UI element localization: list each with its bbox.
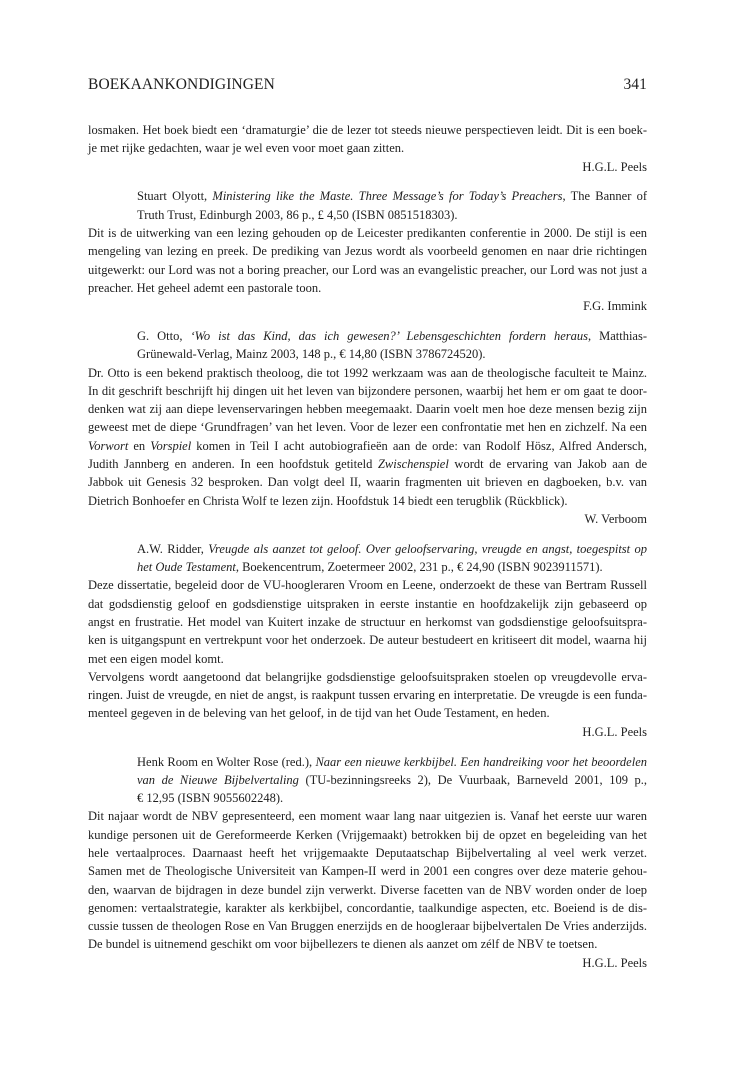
text-segment: Samen met de Theologische Universiteit van Kampen-II werd in 2001 een congres over deze materie gehou- xyxy=(88,864,647,879)
review-text-line xyxy=(88,382,647,400)
text-segment: Deze dissertatie, begeleid door de VU-hoogleraren Vroom en Leene, onderzoekt de these van Bertram Russell xyxy=(88,578,647,593)
text-segment: Dr. Otto is een bekend praktisch theoloog, die tot 1992 werkzaam was aan de theologische faculteit te Mainz. xyxy=(88,365,647,380)
text-segment: Grünewald-Verlag, Mainz 2003, 148 p., € 14,80 (ISBN 3786724520). xyxy=(137,347,486,362)
italic-title-text: ‘Wo ist das Kind, das ich gewesen?’ Lebensgeschichten fordern heraus xyxy=(190,328,588,343)
text-segment: dat godsdienstig geloof en godsdienstige uitspraken in eerste instantie en hoofdzakelijk zijn gebaseerd op xyxy=(88,596,647,611)
review-text-line xyxy=(88,242,647,260)
review-text-line xyxy=(88,437,647,455)
italic-title-text: het Oude Testament xyxy=(137,560,236,575)
text-segment: den, waarvan de bijdragen in deze bundel zijn verwerkt. Diverse facetten van de NBV worden onder de loep xyxy=(88,882,647,897)
text-segment: F.G. Immink xyxy=(583,299,647,314)
review-text-line xyxy=(88,576,647,594)
review-text-line xyxy=(88,631,647,649)
entry-gap xyxy=(88,528,647,540)
text-segment: , Matthias- xyxy=(587,328,647,343)
review-text-line xyxy=(88,595,647,613)
text-segment: Jabbok uit Genesis 32 besproken. Dan volgt deel II, waarin fragmenten uit brieven en dagboeken, b.v. van xyxy=(88,475,647,490)
book-review-entry xyxy=(88,540,647,741)
text-segment: (TU-bezinningsreeks 2), De Vuurbaak, Barneveld 2001, 109 p., xyxy=(298,772,647,787)
review-text-line xyxy=(88,473,647,491)
citation-line xyxy=(88,540,647,558)
book-review-entry xyxy=(88,753,647,973)
text-segment: menteel gegeven in de beleving van het geloof, in de tijd van het Oude Testament, en heden. xyxy=(88,706,550,721)
text-segment: ringen. Juist de vreugde, en niet de angst, is raakpunt tussen ervaring en interpretatie. De vreugde is een funda- xyxy=(88,688,647,703)
review-text-line xyxy=(88,139,647,157)
text-segment: losmaken. Het boek biedt een ‘dramaturgie’ die de lezer tot steeds nieuwe perspectieven leidt. Dit is een boek- xyxy=(88,123,647,137)
review-continuation xyxy=(88,121,647,176)
citation-line xyxy=(88,789,647,807)
citation-line xyxy=(88,187,647,205)
review-text-line xyxy=(88,899,647,917)
text-segment: Dit is de uitwerking van een lezing gehouden op de Leicester predikanten conferentie in 2000. De stijl is een xyxy=(88,225,647,240)
italic-title-text: Vorspiel xyxy=(150,438,192,453)
text-segment: kundige personen uit de Gereformeerde Kerken (Vrijgemaakt) betrokken bij de opzet en begeleiding van het xyxy=(88,827,647,842)
text-segment: G. Otto, xyxy=(137,328,191,343)
text-segment: , Boekencentrum, Zoetermeer 2002, 231 p., € 24,90 (ISBN 9023911571). xyxy=(235,560,603,575)
text-segment: Truth Trust, Edinburgh 2003, 86 p., £ 4,50 (ISBN 0851518303). xyxy=(137,207,458,222)
text-segment: genomen: vertaalstrategie, karakter als kerkbijbel, concordantie, taalkundige aspecten, etc. Boeiend is de dis- xyxy=(88,900,647,915)
book-review-entry xyxy=(88,327,647,528)
review-text-line xyxy=(88,917,647,935)
review-text-line xyxy=(88,224,647,242)
reviewer-signature xyxy=(88,954,647,972)
review-text-line xyxy=(88,279,647,297)
text-segment: Judith Jannberg en anderen. In een hoofdstuk getiteld xyxy=(88,457,378,472)
text-segment: W. Verboom xyxy=(584,511,647,526)
review-text-line xyxy=(88,844,647,862)
text-segment: Dit najaar wordt de NBV gepresenteerd, een moment waar lang naar uitgezien is. Vanaf het eerste uur waren xyxy=(88,809,647,824)
review-text-line xyxy=(88,935,647,953)
citation-line xyxy=(88,345,647,363)
citation-line xyxy=(88,327,647,345)
book-review-entry xyxy=(88,187,647,315)
text-segment: denken wat zij aan diepe levenservaringen hebben meegemaakt. Daarin voelt men hoe deze mensen bezig zijn xyxy=(88,402,647,417)
text-segment: je met rijke gedachten, waar je wel even voor moet gaan zitten. xyxy=(88,141,405,156)
review-text-line xyxy=(88,261,647,279)
review-text-line xyxy=(88,455,647,473)
text-segment: Henk Room en Wolter Rose (red.), xyxy=(137,754,316,769)
book-announcements xyxy=(88,121,647,972)
citation-line xyxy=(88,771,647,789)
text-segment: H.G.L. Peels xyxy=(582,724,647,739)
citation-line xyxy=(88,558,647,576)
text-segment: geweest met de diepe ‘Grundfragen’ van het leven. Voor de lezer een confrontatie met hen en zichzelf. Na een xyxy=(88,420,647,435)
text-segment: Stuart Olyott, xyxy=(137,189,213,204)
entry-gap xyxy=(88,315,647,327)
review-text-line xyxy=(88,613,647,631)
text-segment: H.G.L. Peels xyxy=(582,955,647,970)
text-segment: , The Banner of xyxy=(562,189,648,204)
italic-title-text: Ministering like the Maste. Three Message’s for Today’s Preachers xyxy=(212,189,563,204)
text-segment: Dietrich Bonhoefer en Christa Wolf te lezen zijn. Hoofdstuk 14 biedt een terugblik (Rückblick). xyxy=(88,493,568,508)
text-segment: komen in Teil I acht autobiografieën aan de orde: van Rodolf Hösz, Alfred Andersch, xyxy=(191,438,647,453)
review-text-line xyxy=(88,881,647,899)
italic-title-text: Vreugde als aanzet tot geloof. Over geloofservaring, vreugde en angst, toegespitst op xyxy=(208,541,647,556)
text-segment: angst en frustratie. Het model van Kuitert inzake de structuur en herkomst van godsdienstige geloofsuitspra- xyxy=(88,614,647,629)
page-number: 341 xyxy=(623,76,647,93)
review-text-line xyxy=(88,400,647,418)
review-text-line xyxy=(88,364,647,382)
text-segment: € 12,95 (ISBN 9055602248). xyxy=(137,791,284,806)
review-text-line xyxy=(88,668,647,686)
text-segment: preacher. Het geheel ademt een pastorale toon. xyxy=(88,280,322,295)
entry-gap xyxy=(88,741,647,753)
citation-line xyxy=(88,206,647,224)
italic-title-text: Vorwort xyxy=(88,438,129,453)
text-segment: hele vertaalproces. Daarnaast heeft het vrijgemaakte Deputaatschap Bijbelvertaling al veel werk verzet. xyxy=(88,845,647,860)
italic-title-text: van de Nieuwe Bijbelvertaling xyxy=(137,772,299,787)
review-text-line xyxy=(88,650,647,668)
section-title: BOEKAANKONDIGINGEN xyxy=(88,76,275,93)
review-text-line xyxy=(88,121,647,139)
text-segment: A.W. Ridder, xyxy=(137,541,209,556)
reviewer-signature xyxy=(88,723,647,741)
text-segment: en xyxy=(128,438,151,453)
text-segment: cussie tussen de theologen Rose en Van Bruggen enerzijds en de hoogleraar bijbelvertalen De Vries anderzijds. xyxy=(88,919,647,934)
running-header xyxy=(88,76,647,94)
review-text-line xyxy=(88,418,647,436)
review-text-line xyxy=(88,686,647,704)
reviewer-signature xyxy=(88,510,647,528)
text-segment: In dit geschrift beschrijft hij dingen uit het leven van bijzondere personen, waarbij het hem er om gaat te door- xyxy=(88,383,647,398)
reviewer-signature xyxy=(88,297,647,315)
text-segment: H.G.L. Peels xyxy=(582,159,647,174)
text-segment: De bundel is uitnemend geschikt om voor bijbellezers te dienen als aanzet om zélf de NBV te toetsen. xyxy=(88,937,598,952)
text-segment: wordt de ervaring van Jakob aan de xyxy=(448,457,647,472)
reviewer-signature xyxy=(88,158,647,176)
review-text-line xyxy=(88,826,647,844)
text-segment: mengeling van lezing en preek. De prediking van Jezus wordt als voorbeeld genomen en naar drie richtingen xyxy=(88,244,647,259)
review-text-line xyxy=(88,807,647,825)
review-text-line xyxy=(88,492,647,510)
text-segment: met een eigen model komt. xyxy=(88,651,224,666)
text-segment: Vervolgens wordt aangetoond dat belangrijke godsdienstige geloofsuitspraken stoelen op vreugdevolle erva- xyxy=(88,669,647,684)
italic-title-text: Zwischenspiel xyxy=(377,457,449,472)
review-text-line xyxy=(88,704,647,722)
entry-gap xyxy=(88,176,647,188)
text-segment: uitgewerkt: our Lord was not a boring preacher, our Lord was an evangelistic preacher, our Lord was not just a xyxy=(88,262,647,277)
citation-line xyxy=(88,753,647,771)
italic-title-text: Naar een nieuwe kerkbijbel. Een handreiking voor het beoordelen xyxy=(315,754,647,769)
review-text-line xyxy=(88,862,647,880)
text-segment: ken is uitgangspunt en vertrekpunt voor het onderzoek. De auteur bestudeert en kritiseert dit model, waarna hij xyxy=(88,633,647,648)
